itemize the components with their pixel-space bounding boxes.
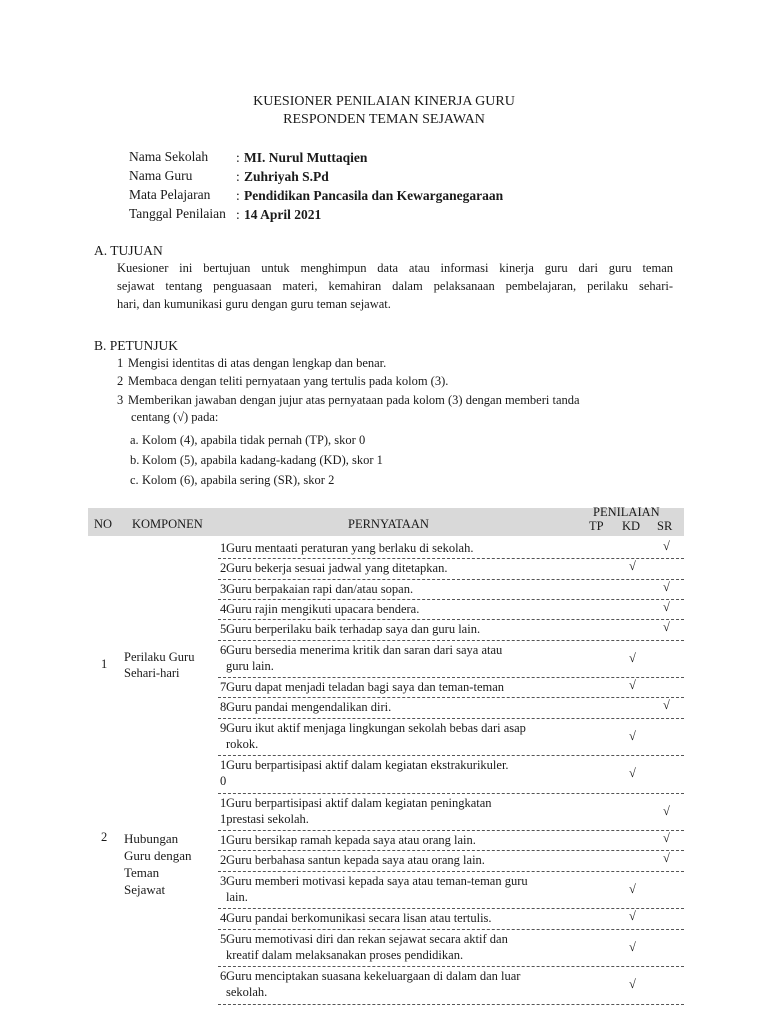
row-divider <box>218 579 684 580</box>
header-sr: SR <box>657 519 673 533</box>
row-statement: Guru berpakaian rapi dan/atau sopan. <box>226 581 414 596</box>
info-colon: : <box>236 169 240 184</box>
component-line: Sehari-hari <box>124 666 180 681</box>
petunjuk-text: Membaca dengan teliti pernyataan yang tertulis pada kolom (3). <box>128 374 449 388</box>
header-tp: TP <box>589 519 604 533</box>
petunjuk-num: 3 <box>117 393 124 407</box>
header-penilaian: PENILAIAN <box>593 505 660 519</box>
info-value-teacher: Zuhriyah S.Pd <box>244 169 329 184</box>
row-number: 1 <box>220 795 227 810</box>
check-mark-kd: √ <box>629 977 636 991</box>
row-statement-cont: kreatif dalam melaksanakan proses pendidikan. <box>226 947 464 962</box>
row-divider <box>218 929 684 930</box>
info-label: Nama Sekolah <box>129 149 209 164</box>
row-statement-cont: 1prestasi sekolah. <box>220 811 309 826</box>
petunjuk-text-cont: centang (√) pada: <box>131 410 219 424</box>
row-number: 8 <box>220 700 227 715</box>
row-divider <box>218 640 684 641</box>
info-label: Mata Pelajaran <box>129 187 211 202</box>
petunjuk-sub-text: Kolom (4), apabila tidak pernah (TP), skor 0 <box>142 433 366 447</box>
row-statement: Guru rajin mengikuti upacara bendera. <box>226 601 420 616</box>
petunjuk-sub-key: a. <box>130 433 139 447</box>
check-mark-kd: √ <box>629 678 636 692</box>
row-statement: Guru pandai berkomunikasi secara lisan atau tertulis. <box>226 911 492 926</box>
row-statement: Guru memotivasi diri dan rekan sejawat secara aktif dan <box>226 931 508 946</box>
check-mark-kd: √ <box>629 939 636 954</box>
row-statement: Guru pandai mengendalikan diri. <box>226 700 392 715</box>
petunjuk-num: 1 <box>117 356 124 370</box>
row-statement: Guru bersikap ramah kepada saya atau orang lain. <box>226 833 476 848</box>
row-divider <box>218 558 684 559</box>
info-colon: : <box>236 207 240 222</box>
check-mark-kd: √ <box>629 650 636 665</box>
check-mark-kd: √ <box>629 559 636 574</box>
row-divider <box>218 755 684 756</box>
row-number: 4 <box>220 601 227 616</box>
group-number: 1 <box>101 657 108 672</box>
row-number: 4 <box>220 911 227 926</box>
header-komponen: KOMPONEN <box>132 517 203 531</box>
row-statement: Guru berpartisipasi aktif dalam kegiatan peningkatan <box>226 795 492 810</box>
component-line: Perilaku Guru <box>124 650 195 665</box>
row-number-cont: 0 <box>220 774 227 789</box>
check-mark-kd: √ <box>629 909 636 924</box>
row-statement: Guru ikut aktif menjaga lingkungan sekolah bebas dari asap <box>226 720 526 735</box>
check-mark-kd: √ <box>629 881 636 896</box>
row-number: 1 <box>220 833 227 848</box>
row-number: 1 <box>220 541 227 555</box>
row-statement: Guru dapat menjadi teladan bagi saya dan teman-teman <box>226 680 505 694</box>
check-mark-sr: √ <box>663 803 670 818</box>
component-line: Teman <box>124 865 160 880</box>
info-value-school: MI. Nurul Muttaqien <box>244 150 368 165</box>
group-component <box>124 830 192 898</box>
row-number: 1 <box>220 758 227 773</box>
check-mark-sr: √ <box>663 831 670 846</box>
check-mark-sr: √ <box>663 698 670 713</box>
section-petunjuk-title: B. PETUNJUK <box>94 338 179 353</box>
row-number: 5 <box>220 622 227 637</box>
row-number: 9 <box>220 720 227 735</box>
row-statement: Guru berbahasa santun kepada saya atau orang lain. <box>226 853 485 868</box>
row-statement-cont: lain. <box>226 889 248 904</box>
row-divider <box>218 850 684 851</box>
petunjuk-text: Mengisi identitas di atas dengan lengkap dan benar. <box>128 356 387 370</box>
component-line: Sejawat <box>124 882 166 897</box>
row-divider <box>218 677 684 678</box>
row-number: 2 <box>220 561 227 576</box>
header-kd: KD <box>622 519 641 533</box>
section-tujuan-title: A. TUJUAN <box>94 243 163 258</box>
row-divider <box>218 793 684 794</box>
row-divider <box>218 697 684 698</box>
check-mark-sr: √ <box>663 620 670 635</box>
row-statement: Guru bekerja sesuai jadwal yang ditetapkan. <box>226 561 448 576</box>
row-statement: Guru berpartisipasi aktif dalam kegiatan ekstrakurikuler. <box>226 758 509 773</box>
info-colon: : <box>236 188 240 203</box>
petunjuk-sub-text: Kolom (5), apabila kadang-kadang (KD), skor 1 <box>142 453 383 467</box>
row-statement: Guru menciptakan suasana kekeluargaan di dalam dan luar <box>226 969 521 983</box>
petunjuk-text: Memberikan jawaban dengan jujur atas pernyataan pada kolom (3) dengan memberi tanda <box>128 393 580 407</box>
document-subtitle: RESPONDEN TEMAN SEJAWAN <box>283 112 485 127</box>
info-value-subject: Pendidikan Pancasila dan Kewarganegaraan <box>244 188 504 203</box>
row-divider <box>218 966 684 967</box>
component-line: Hubungan <box>124 831 179 846</box>
row-statement: Guru memberi motivasi kepada saya atau teman-teman guru <box>226 873 528 888</box>
check-mark-sr: √ <box>663 851 670 866</box>
row-statement: Guru bersedia menerima kritik dan saran dari saya atau <box>226 642 503 657</box>
row-divider <box>218 871 684 872</box>
group-number: 2 <box>101 830 108 844</box>
component-line: Guru dengan <box>124 848 192 863</box>
row-divider <box>218 830 684 831</box>
petunjuk-sub-key: c. <box>130 473 139 487</box>
info-label: Tanggal Penilaian <box>129 206 226 221</box>
document-title: KUESIONER PENILAIAN KINERJA GURU <box>253 94 515 109</box>
row-divider <box>218 1004 684 1005</box>
row-statement: Guru berperilaku baik terhadap saya dan guru lain. <box>226 622 481 637</box>
check-mark-sr: √ <box>663 539 670 553</box>
info-label: Nama Guru <box>129 168 193 183</box>
row-number: 6 <box>220 969 227 983</box>
row-number: 2 <box>220 853 227 868</box>
row-divider <box>218 718 684 719</box>
header-no: NO <box>94 517 113 531</box>
row-statement: Guru mentaati peraturan yang berlaku di sekolah. <box>226 541 474 555</box>
row-divider <box>218 619 684 620</box>
row-divider <box>218 908 684 909</box>
petunjuk-num: 2 <box>117 374 124 388</box>
row-statement-cont: rokok. <box>226 736 259 751</box>
row-number: 3 <box>220 873 227 888</box>
row-statement-cont: guru lain. <box>226 658 274 673</box>
tujuan-line: Kuesioner ini bertujuan untuk menghimpun data atau informasi kinerja guru dari guru teman <box>117 261 673 275</box>
row-number: 7 <box>220 680 227 694</box>
check-mark-sr: √ <box>663 579 670 594</box>
row-number: 5 <box>220 931 227 946</box>
petunjuk-sub-text: Kolom (6), apabila sering (SR), skor 2 <box>142 473 335 487</box>
check-mark-sr: √ <box>663 599 670 614</box>
row-number: 3 <box>220 581 227 596</box>
tujuan-line: sejawat tentang penguasaan materi, kemahiran dalam pelaksanaan pembelajaran, perilaku sehari- <box>117 279 673 293</box>
group-component <box>124 649 194 681</box>
check-mark-kd: √ <box>629 728 636 743</box>
info-value-date: 14 April 2021 <box>244 207 322 222</box>
row-statement-cont: sekolah. <box>226 985 268 999</box>
row-divider <box>218 599 684 600</box>
tujuan-line: hari, dan kumunikasi guru dengan guru teman sejawat. <box>117 297 391 311</box>
info-colon: : <box>236 150 240 165</box>
header-pernyataan: PERNYATAAN <box>348 517 429 531</box>
petunjuk-sub-key: b. <box>130 453 140 467</box>
row-number: 6 <box>220 642 227 657</box>
check-mark-kd: √ <box>629 766 636 781</box>
